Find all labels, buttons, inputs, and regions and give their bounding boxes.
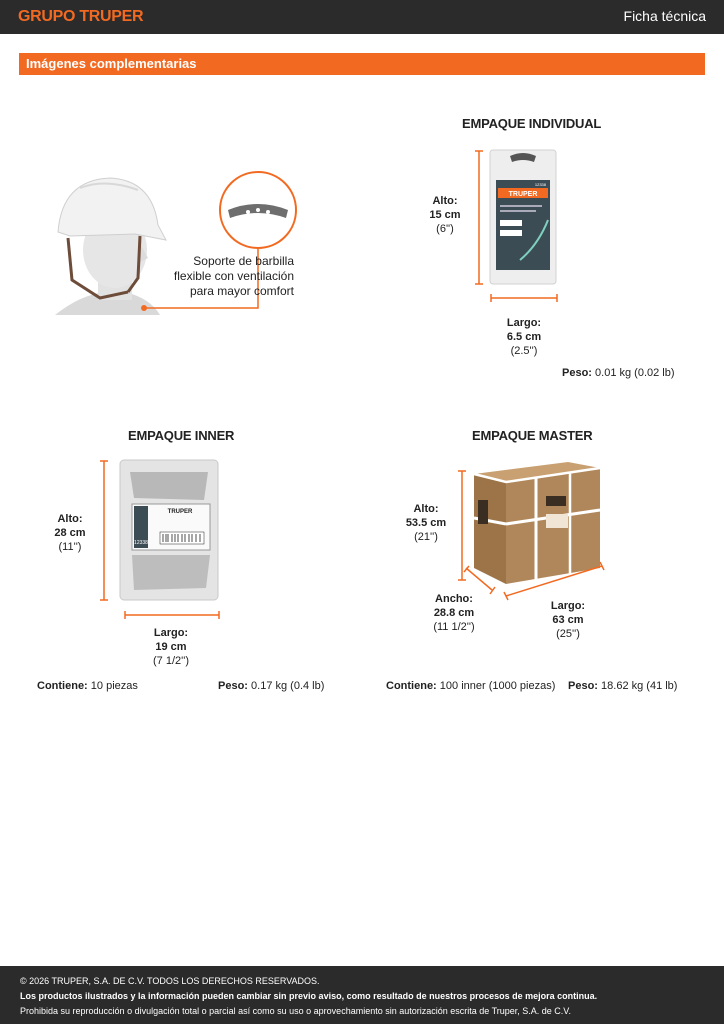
inner-alto-dimension — [99, 460, 109, 602]
individual-package-image — [490, 150, 558, 285]
section-title: Imágenes complementarias — [26, 56, 197, 71]
individual-heading: EMPAQUE INDIVIDUAL — [462, 116, 602, 131]
inner-largo-label: Largo: 19 cm (7 1/2'') — [153, 627, 189, 667]
individual-alto-label: Alto: 15 cm (6'') — [429, 195, 461, 235]
master-contiene: Contiene: 100 inner (1000 piezas) — [386, 680, 556, 692]
inner-pkg-brand: TRUPER — [167, 509, 193, 515]
individual-peso: Peso: 0.01 kg (0.02 lb) — [562, 367, 675, 379]
inner-contiene: Contiene: 10 piezas — [37, 680, 138, 692]
section-header — [19, 53, 705, 75]
master-heading: EMPAQUE MASTER — [472, 428, 593, 443]
inner-package-image — [120, 460, 220, 602]
top-bar — [0, 0, 724, 34]
master-largo-label: Largo: 63 cm (25'') — [550, 600, 586, 640]
master-peso: Peso: 18.62 kg (41 lb) — [568, 680, 678, 692]
feature-line-1: Soporte de barbilla — [193, 254, 294, 268]
feature-line-2: flexible con ventilación — [173, 269, 294, 283]
individual-pkg-code: 12338 — [534, 182, 546, 187]
footer-prohibition: Prohibida su reproducción o divulgación total o parcial así como su uso o aprovechamiento sin autorización escrita de Truper, S.A. de C.V. — [20, 1006, 571, 1016]
master-ancho-label: Ancho: 28.8 cm (11 1/2'') — [433, 593, 475, 633]
master-largo-dimension — [504, 562, 604, 600]
feature-caption — [168, 254, 294, 299]
inner-heading: EMPAQUE INNER — [128, 428, 235, 443]
footer-notice: Los productos ilustrados y la información pueden cambiar sin previo aviso, como resultado de nuestros procesos de mejora continua. — [20, 991, 598, 1001]
footer — [0, 966, 724, 1024]
footer-copyright: © 2026 TRUPER, S.A. DE C.V. TODOS LOS DERECHOS RESERVADOS. — [20, 976, 320, 986]
individual-alto-dimension — [474, 150, 484, 285]
individual-pkg-brand: TRUPER — [508, 191, 538, 198]
inner-alto-label: Alto: 28 cm (11'') — [54, 513, 86, 553]
feature-line-3: para mayor comfort — [189, 284, 294, 298]
individual-largo-dimension — [490, 293, 558, 303]
individual-largo-label: Largo: 6.5 cm (2.5'') — [506, 317, 542, 357]
master-ancho-dimension — [464, 566, 496, 594]
document-type: Ficha técnica — [623, 8, 706, 24]
inner-peso: Peso: 0.17 kg (0.4 lb) — [218, 680, 325, 692]
inner-largo-dimension — [124, 610, 220, 620]
inner-pkg-code: 12338 — [134, 540, 148, 546]
brand-logo: GRUPO TRUPER — [18, 8, 144, 25]
master-alto-label: Alto: 53.5 cm (21'') — [405, 503, 447, 543]
